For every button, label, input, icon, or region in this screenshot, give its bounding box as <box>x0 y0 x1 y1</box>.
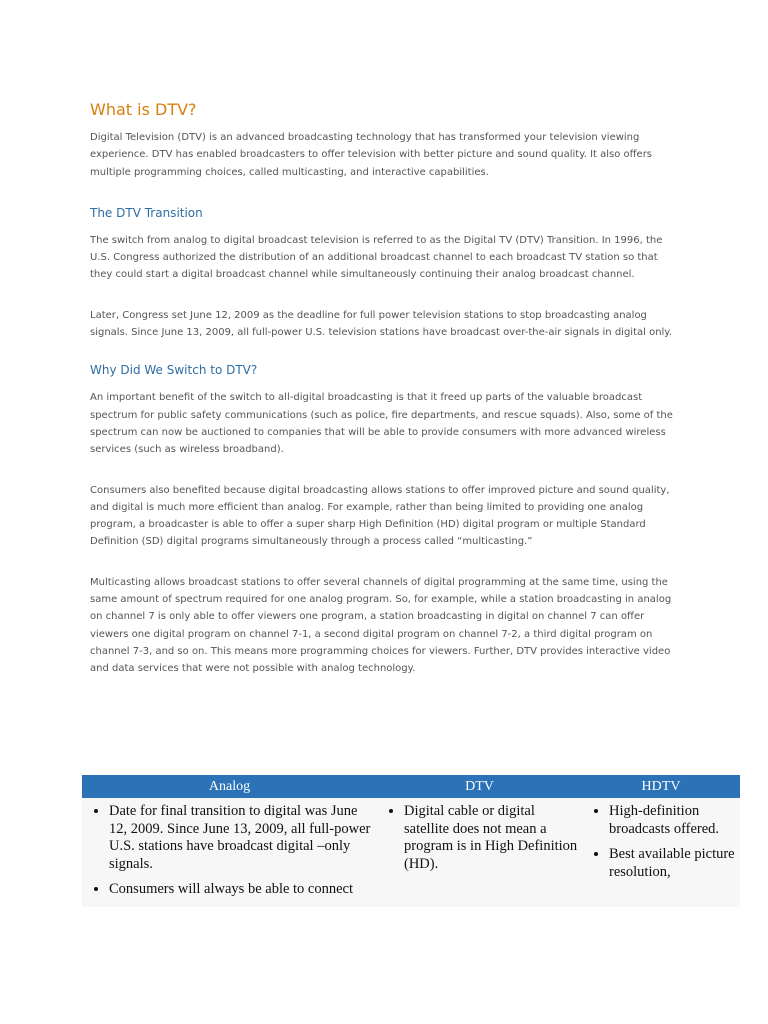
hdtv-list <box>582 798 740 881</box>
page-title: What is DTV? <box>90 100 197 119</box>
list-item: • High-definition broadcasts offered. <box>609 803 736 838</box>
column-header-analog: Analog <box>82 775 377 798</box>
article <box>90 100 680 678</box>
why-paragraph-3: Multicasting allows broadcast stations to offer several channels of digital programming at the same time, using the same amount of spectrum required for one analog program. So, for example, while a station broadcasting in analog on channel 7 is only able to offer viewers one program, a station broadcasting in digital on channel 7 can offer viewers one digital program on channel 7-1, a second digital program on channel 7-2, a third digital program on channel 7-3, and so on. This means more programming choices for viewers. Further, DTV provides interactive video and data services that were not possible with analog technology. <box>90 576 672 675</box>
dtv-cell <box>377 798 582 907</box>
list-item: • Best available picture resolution, <box>609 846 736 881</box>
hdtv-cell <box>582 798 740 907</box>
transition-heading: The DTV Transition <box>90 205 203 220</box>
analog-cell <box>82 798 377 907</box>
why-paragraph-1: An important benefit of the switch to all-digital broadcasting is that it freed up parts of the valuable broadcast spectrum for public safety communications (such as police, fire departments, and rescue squads). Also, some of the spectrum can now be auctioned to companies that will be able to provide consumers with more advanced wireless services (such as wireless broadband). <box>90 392 673 456</box>
list-item: • Consumers will always be able to connect <box>109 881 373 899</box>
comparison-table <box>82 775 740 907</box>
analog-list <box>82 798 377 899</box>
column-header-dtv: DTV <box>377 775 582 798</box>
list-item: • Digital cable or digital satellite does not mean a program is in High Definition (HD). <box>404 803 578 873</box>
table-header-row <box>82 775 740 798</box>
table-row <box>82 798 740 907</box>
dtv-list <box>377 798 582 873</box>
why-heading: Why Did We Switch to DTV? <box>90 363 258 378</box>
column-header-hdtv: HDTV <box>582 775 740 798</box>
transition-paragraph-1: The switch from analog to digital broadcast television is referred to as the Digital TV (DTV) Transition. In 1996, the U.S. Congress authorized the distribution of an additional broadcast channel to each broadcast TV station so that they could start a digital broadcast channel while simultaneously continuing their analog broadcast channel. <box>90 234 663 281</box>
intro-paragraph: Digital Television (DTV) is an advanced broadcasting technology that has transformed your television viewing experience. DTV has enabled broadcasters to offer television with better picture and sound quality. It also offers multiple programming choices, called multicasting, and interactive capabilities. <box>90 132 653 178</box>
transition-paragraph-2: Later, Congress set June 12, 2009 as the deadline for full power television stations to stop broadcasting analog signals. Since June 13, 2009, all full-power U.S. television stations have broadcast over-the-air signals in digital only. <box>90 309 672 339</box>
list-item: • Date for final transition to digital was June 12, 2009. Since June 13, 2009, all full-power U.S. stations have broadcast digital –only signals. <box>109 803 373 873</box>
why-paragraph-2: Consumers also benefited because digital broadcasting allows stations to offer improved picture and sound quality, and digital is much more efficient than analog. For example, rather than being limited to providing one analog program, a broadcaster is able to offer a super sharp High Definition (HD) digital program or multiple Standard Definition (SD) digital programs simultaneously through a process called “multicasting.” <box>90 484 670 548</box>
